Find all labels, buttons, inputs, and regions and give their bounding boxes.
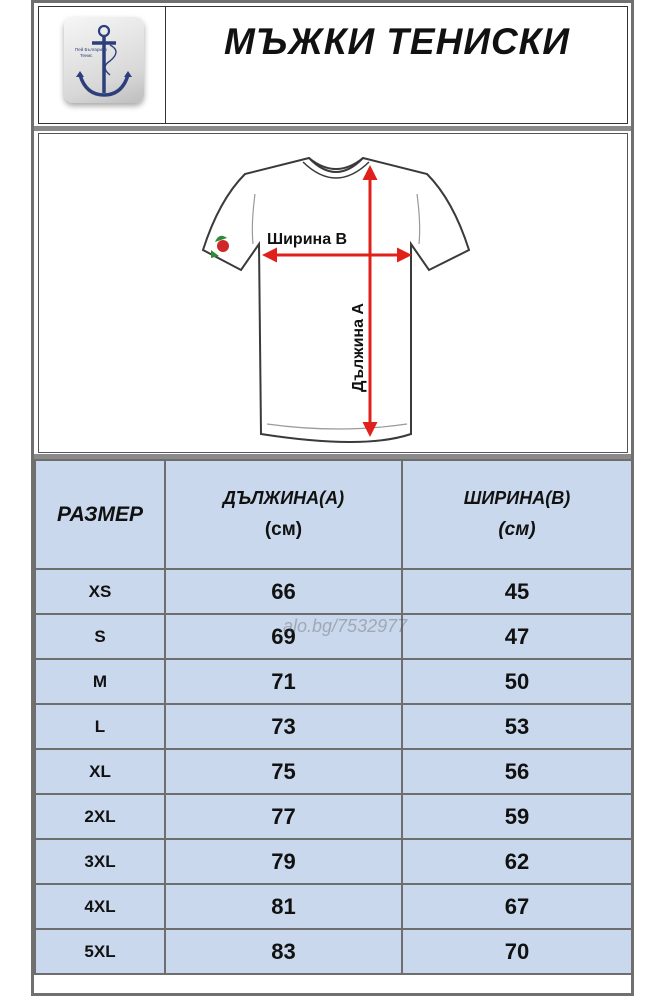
- length-cell: 75: [165, 749, 402, 794]
- size-cell: 4XL: [35, 884, 165, 929]
- size-cell: L: [35, 704, 165, 749]
- anchor-icon: [64, 17, 144, 103]
- size-cell: XS: [35, 569, 165, 614]
- length-cell: 79: [165, 839, 402, 884]
- logo-text-1: Пей Българийо: [75, 47, 107, 52]
- table-row: [35, 794, 632, 839]
- length-cell: 81: [165, 884, 402, 929]
- table-row: [35, 749, 632, 794]
- length-cell: 77: [165, 794, 402, 839]
- width-cell: 67: [402, 884, 632, 929]
- width-cell: 59: [402, 794, 632, 839]
- size-cell: 5XL: [35, 929, 165, 974]
- size-cell: XL: [35, 749, 165, 794]
- divider-top: [34, 126, 631, 131]
- table-row: [35, 839, 632, 884]
- size-cell: M: [35, 659, 165, 704]
- length-label: Дължина A: [350, 303, 367, 392]
- size-cell: 2XL: [35, 794, 165, 839]
- table-row: [35, 884, 632, 929]
- size-cell: S: [35, 614, 165, 659]
- tshirt-diagram: [38, 133, 628, 453]
- table-header-row: [35, 460, 632, 569]
- length-cell: 83: [165, 929, 402, 974]
- page-title: МЪЖКИ ТЕНИСКИ: [223, 21, 571, 62]
- width-cell: 47: [402, 614, 632, 659]
- width-cell: 50: [402, 659, 632, 704]
- tshirt-outline: [203, 158, 469, 442]
- width-cell: 70: [402, 929, 632, 974]
- anchor-logo: [64, 17, 144, 103]
- header-size: РАЗМЕР: [35, 460, 165, 569]
- width-cell: 62: [402, 839, 632, 884]
- length-cell: 73: [165, 704, 402, 749]
- logo-text-2: Тенис: [80, 53, 93, 58]
- width-cell: 45: [402, 569, 632, 614]
- width-label: Ширина B: [267, 231, 348, 248]
- length-cell: 69: [165, 614, 402, 659]
- table-row: [35, 569, 632, 614]
- logo-cell: [39, 7, 166, 123]
- length-cell: 71: [165, 659, 402, 704]
- table-row: [35, 929, 632, 974]
- table-row: [35, 704, 632, 749]
- watermark: alo.bg/7532977: [283, 616, 408, 636]
- length-cell: 66: [165, 569, 402, 614]
- size-table: [34, 459, 633, 975]
- width-cell: 53: [402, 704, 632, 749]
- width-cell: 56: [402, 749, 632, 794]
- table-row: [35, 659, 632, 704]
- header-width: ШИРИНА(В) (см): [402, 460, 632, 569]
- size-cell: 3XL: [35, 839, 165, 884]
- tshirt-illustration: [39, 134, 627, 452]
- header: [38, 6, 628, 124]
- header-length: ДЪЛЖИНА(А) (см): [165, 460, 402, 569]
